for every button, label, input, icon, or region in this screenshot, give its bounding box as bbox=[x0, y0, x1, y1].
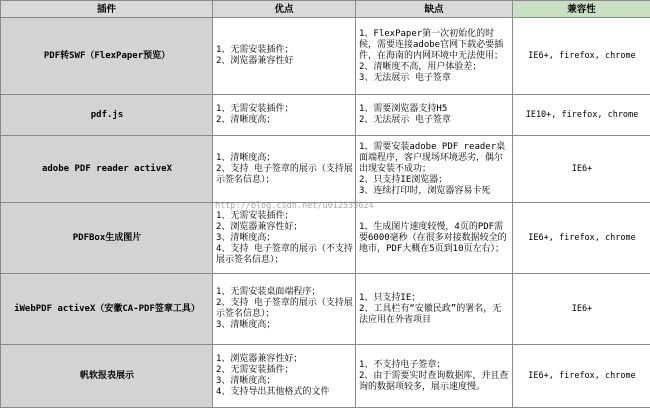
cons-item: 2、由于需要实时查询数据库，并且查询的数据项较多，展示速度慢。 bbox=[359, 371, 510, 393]
compatibility-value: IE6+, firefox, chrome bbox=[513, 345, 650, 408]
table-row bbox=[1, 18, 650, 95]
table-row bbox=[1, 136, 650, 203]
pros-item: 3、清晰度高； bbox=[216, 233, 353, 244]
pros-cell bbox=[213, 345, 356, 408]
pros-item: 1、无需安装插件； bbox=[216, 104, 353, 115]
cons-item: 1、生成图片速度较慢，4页的PDF需要6000毫秒（在很多对接数据较全的地市，PDF大概在5页到10页左右）； bbox=[359, 222, 510, 255]
cons-item: 2、工具栏有“安徽民政”的署名，无法应用在外省项目 bbox=[359, 304, 510, 326]
pros-item: 2、浏览器兼容性好 bbox=[216, 56, 353, 67]
cons-item: 1、不支持电子签章； bbox=[359, 360, 510, 371]
header-row bbox=[1, 1, 650, 18]
cons-item: 3、连续打印时，浏览器容易卡死 bbox=[359, 186, 510, 197]
compatibility-value: IE6+, firefox, chrome bbox=[513, 203, 650, 274]
plugin-name: adobe PDF reader activeX bbox=[1, 136, 213, 203]
header-cons: 缺点 bbox=[356, 1, 513, 18]
cons-cell bbox=[356, 203, 513, 274]
pros-item: 2、支持 电子签章的展示（支持展示签名信息）； bbox=[216, 298, 353, 320]
pros-item: 3、清晰度高； bbox=[216, 376, 353, 387]
compatibility-value: IE10+, firefox, chrome bbox=[513, 95, 650, 136]
blog-watermark: http://blog.csdn.net/u012535624 bbox=[215, 201, 374, 211]
table-row bbox=[1, 95, 650, 136]
table-row bbox=[1, 203, 650, 274]
plugin-name: iWebPDF activeX（安徽CA-PDF签章工具） bbox=[1, 274, 213, 345]
cons-cell bbox=[356, 136, 513, 203]
header-compatibility: 兼容性 bbox=[513, 1, 650, 18]
plugin-name: pdf.js bbox=[1, 95, 213, 136]
compatibility-value: IE6+ bbox=[513, 274, 650, 345]
pros-item: 2、无需安装插件； bbox=[216, 365, 353, 376]
pros-cell bbox=[213, 95, 356, 136]
compatibility-value: IE6+, firefox, chrome bbox=[513, 18, 650, 95]
cons-item: 3、无法展示 电子签章 bbox=[359, 73, 510, 84]
plugin-name: 帆软报表展示 bbox=[1, 345, 213, 408]
cons-cell bbox=[356, 95, 513, 136]
cons-item: 2、无法展示 电子签章 bbox=[359, 115, 510, 126]
cons-item: 1、FlexPaper第一次初始化的时候，需要连接adobe官网下载必要插件，在海南的内网环境中无法使用； bbox=[359, 29, 510, 62]
pros-cell bbox=[213, 18, 356, 95]
table-row bbox=[1, 274, 650, 345]
compatibility-value: IE6+ bbox=[513, 136, 650, 203]
plugin-name: PDF转SWF（FlexPaper预览） bbox=[1, 18, 213, 95]
pros-cell bbox=[213, 274, 356, 345]
cons-item: 2、只支持IE浏览器； bbox=[359, 175, 510, 186]
pros-item: 2、支持 电子签章的展示（支持展示签名信息）； bbox=[216, 164, 353, 186]
plugin-name: PDFBox生成图片 bbox=[1, 203, 213, 274]
header-pros: 优点 bbox=[213, 1, 356, 18]
pros-item: 3、清晰度高； bbox=[216, 320, 353, 331]
pros-item: 1、清晰度高； bbox=[216, 153, 353, 164]
pros-item: 2、浏览器兼容性好； bbox=[216, 222, 353, 233]
cons-item: 1、需要浏览器支持H5 bbox=[359, 104, 510, 115]
cons-cell bbox=[356, 345, 513, 408]
pros-cell bbox=[213, 203, 356, 274]
cons-item: 2、清晰度不高，用户体验差； bbox=[359, 62, 510, 73]
pros-item: 1、浏览器兼容性好； bbox=[216, 354, 353, 365]
pros-item: 2、清晰度高； bbox=[216, 115, 353, 126]
cons-cell bbox=[356, 274, 513, 345]
pros-cell bbox=[213, 136, 356, 203]
pros-item: 1、无需安装插件； bbox=[216, 45, 353, 56]
cons-item: 1、需要安装adobe PDF reader桌面端程序，客户现场环境恶劣，偶尔出现安装不成功； bbox=[359, 142, 510, 175]
pros-item: 1、无需安装桌面端程序； bbox=[216, 287, 353, 298]
pros-item: 4、支持导出其他格式的文件 bbox=[216, 387, 353, 398]
pros-item: 1、无需安装插件； bbox=[216, 211, 353, 222]
pros-item: 4、支持 电子签章的展示（不支持展示签名信息）； bbox=[216, 244, 353, 266]
cons-item: 1、只支持IE； bbox=[359, 293, 510, 304]
table-row bbox=[1, 345, 650, 408]
cons-cell bbox=[356, 18, 513, 95]
header-plugin: 插件 bbox=[1, 1, 213, 18]
